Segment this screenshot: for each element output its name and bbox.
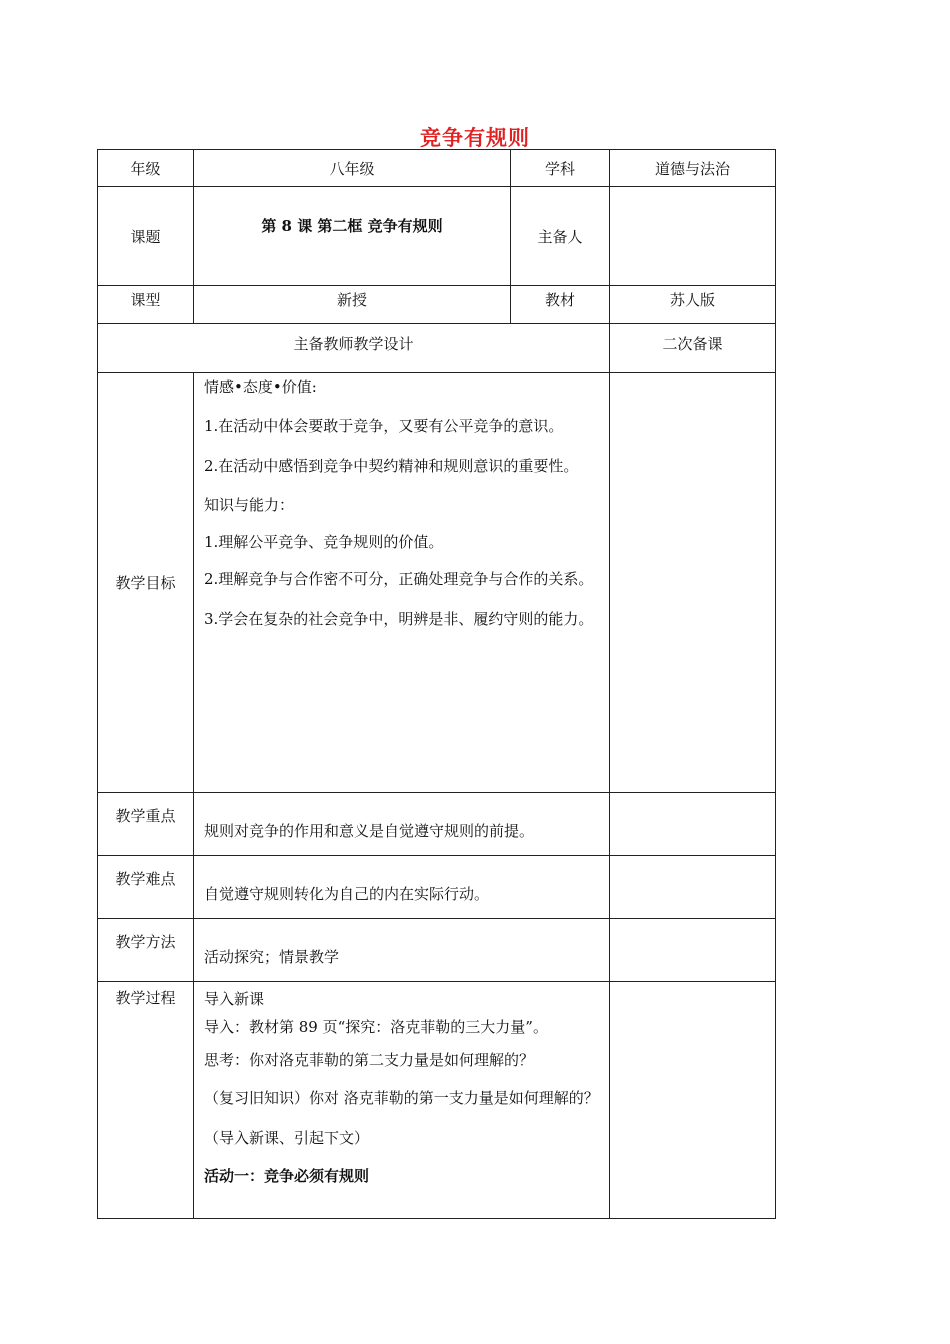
- objective-line: 情感•态度•价值:: [204, 378, 317, 396]
- subject-label: 学科: [511, 150, 610, 187]
- objectives-label: 教学目标: [98, 373, 194, 793]
- objective-line: 知识与能力：: [204, 496, 295, 514]
- grade-row: [98, 150, 776, 187]
- process-label: 教学过程: [98, 982, 194, 1219]
- key-points-secondary: [610, 793, 776, 856]
- design-header-row: [98, 324, 776, 373]
- process-row: [98, 982, 776, 1219]
- objective-line: 1.理解公平竞争、竞争规则的价值。: [204, 533, 444, 551]
- difficulties-row: [98, 856, 776, 919]
- grade-value: 八年级: [194, 150, 511, 187]
- design-header-secondary: 二次备课: [610, 324, 776, 373]
- objective-line: 3.学会在复杂的社会竞争中，明辨是非、履约守则的能力。: [204, 610, 594, 628]
- activity-heading: 活动一：竞争必须有规则: [204, 1167, 370, 1185]
- process-line: 导入新课: [204, 990, 265, 1008]
- objectives-row: [98, 373, 776, 793]
- difficulties-label: 教学难点: [98, 856, 194, 919]
- key-points-label: 教学重点: [98, 793, 194, 856]
- difficulties-secondary: [610, 856, 776, 919]
- objective-line: 1.在活动中体会要敢于竞争，又要有公平竞争的意识。: [204, 417, 564, 435]
- textbook-label: 教材: [511, 286, 610, 324]
- design-header-main: 主备教师教学设计: [98, 324, 610, 373]
- lesson-type-value: 新授: [194, 286, 511, 324]
- process-secondary: [610, 982, 776, 1219]
- lesson-plan-table: [97, 149, 776, 1219]
- methods-secondary: [610, 919, 776, 982]
- topic-label: 课题: [98, 187, 194, 286]
- grade-label: 年级: [98, 150, 194, 187]
- methods-value: 活动探究；情景教学: [194, 919, 610, 982]
- lesson-type-label: 课型: [98, 286, 194, 324]
- process-line: 思考：你对洛克菲勒的第二支力量是如何理解的？: [204, 1051, 535, 1069]
- preparer-label: 主备人: [511, 187, 610, 286]
- process-content: [194, 982, 610, 1219]
- preparer-value: [610, 187, 776, 286]
- objective-line: 2.理解竞争与合作密不可分，正确处理竞争与合作的关系。: [204, 570, 594, 588]
- difficulties-value: 自觉遵守规则转化为自己的内在实际行动。: [194, 856, 610, 919]
- lesson-type-row: [98, 286, 776, 324]
- objective-line: 2.在活动中感悟到竞争中契约精神和规则意识的重要性。: [204, 457, 579, 475]
- process-line: 导入：教材第 89 页“探究：洛克菲勒的三大力量”。: [204, 1018, 548, 1036]
- page-title: 竞争有规则: [420, 125, 530, 150]
- objectives-secondary: [610, 373, 776, 793]
- topic-row: [98, 187, 776, 286]
- methods-label: 教学方法: [98, 919, 194, 982]
- key-points-value: 规则对竞争的作用和意义是自觉遵守规则的前提。: [194, 793, 610, 856]
- process-line: （复习旧知识）你对 洛克菲勒的第一支力量是如何理解的？（导入新课、引起下文）: [204, 1089, 599, 1147]
- methods-row: [98, 919, 776, 982]
- key-points-row: [98, 793, 776, 856]
- subject-value: 道德与法治: [610, 150, 776, 187]
- textbook-value: 苏人版: [610, 286, 776, 324]
- topic-value: 第 8 课 第二框 竞争有规则: [194, 187, 511, 286]
- objectives-content: [194, 373, 610, 793]
